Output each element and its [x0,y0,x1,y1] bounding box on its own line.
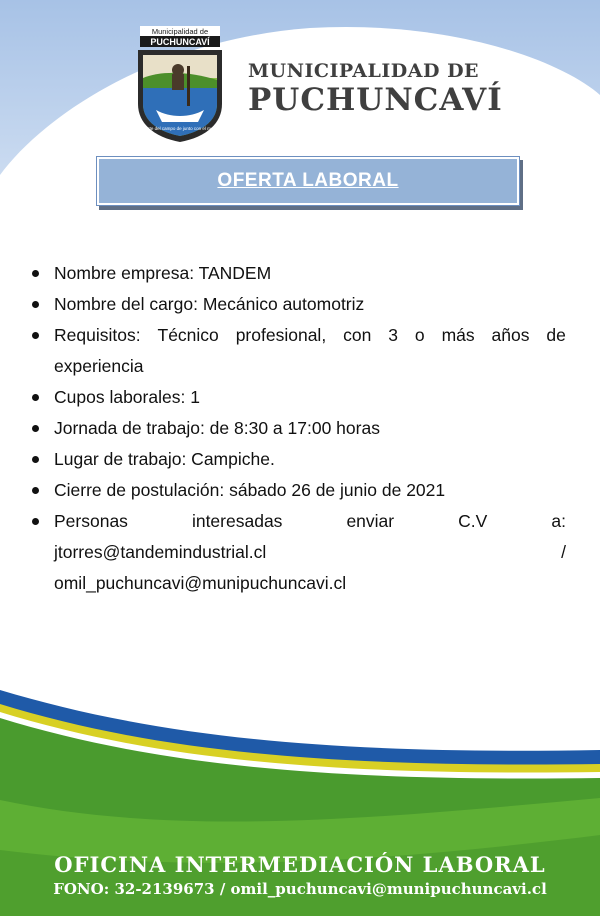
personas-word: C.V [458,511,488,531]
bullet-icon [32,394,39,401]
requisitos-word: años [491,325,530,345]
email-separator: / [561,542,566,562]
bullet-icon [32,518,39,525]
logo-caption-name: PUCHUNCAVÍ [150,37,210,47]
logo-caption-top: Municipalidad de [151,27,209,36]
municipality-name-line1: MUNICIPALIDAD DE [248,60,480,82]
list-item-requisitos [26,320,566,382]
personas-line [54,506,566,537]
logo-motto: Arte del campo de junto con el mar [145,126,215,131]
list-item-cupos [26,382,566,413]
municipality-name-line2: PUCHUNCAVÍ [248,82,503,118]
email-tandem[interactable]: jtorres@tandemindustrial.cl [54,542,267,562]
email-line1 [54,537,566,568]
cupos-text: Cupos laborales: 1 [54,387,200,407]
list-item-personas [26,506,566,599]
bullet-icon [32,301,39,308]
email-omil[interactable]: omil_puchuncavi@munipuchuncavi.cl [54,573,347,593]
bullet-icon [32,270,39,277]
cierre-text: Cierre de postulación: sábado 26 de junio de 2021 [54,480,446,500]
requisitos-word: con [343,325,372,345]
personas-word: enviar [346,511,395,531]
personas-word: interesadas [191,511,283,531]
requisitos-word: 3 [388,325,398,345]
requisitos-word: o [414,325,425,345]
municipality-name [248,62,503,116]
list-item-cierre [26,475,566,506]
job-offer-title: OFERTA LABORAL [217,170,399,191]
cargo-text: Nombre del cargo: Mecánico automotriz [54,294,365,314]
requisitos-word: profesional, [235,325,327,345]
footer-contact: FONO: 32-2139673 / omil_puchuncavi@munipuchuncavi.cl [53,880,547,898]
list-item-jornada [26,413,566,444]
footer-background [0,660,600,916]
requisitos-word: Técnico [157,325,219,345]
jornada-text: Jornada de trabajo: de 8:30 a 17:00 horas [54,418,380,438]
requisitos-word: Requisitos: [54,325,141,345]
bullet-icon [32,332,39,339]
requisitos-word: de [546,325,566,345]
bullet-icon [32,487,39,494]
list-item-lugar [26,444,566,475]
job-offer-banner [96,156,520,206]
requisitos-word: más [441,325,475,345]
bullet-icon [32,425,39,432]
bullet-icon [32,456,39,463]
lugar-text: Lugar de trabajo: Campiche. [54,449,275,469]
empresa-text: Nombre empresa: TANDEM [54,263,272,283]
job-details-list [26,258,566,599]
municipality-crest-logo [132,26,228,144]
personas-word: a: [551,511,566,531]
list-item-cargo [26,289,566,320]
requisitos-line1 [54,320,566,351]
footer-office-title: OFICINA INTERMEDIACIÓN LABORAL [54,852,546,877]
list-item-empresa [26,258,566,289]
personas-word: Personas [54,511,128,531]
requisitos-line2: experiencia [54,356,144,376]
